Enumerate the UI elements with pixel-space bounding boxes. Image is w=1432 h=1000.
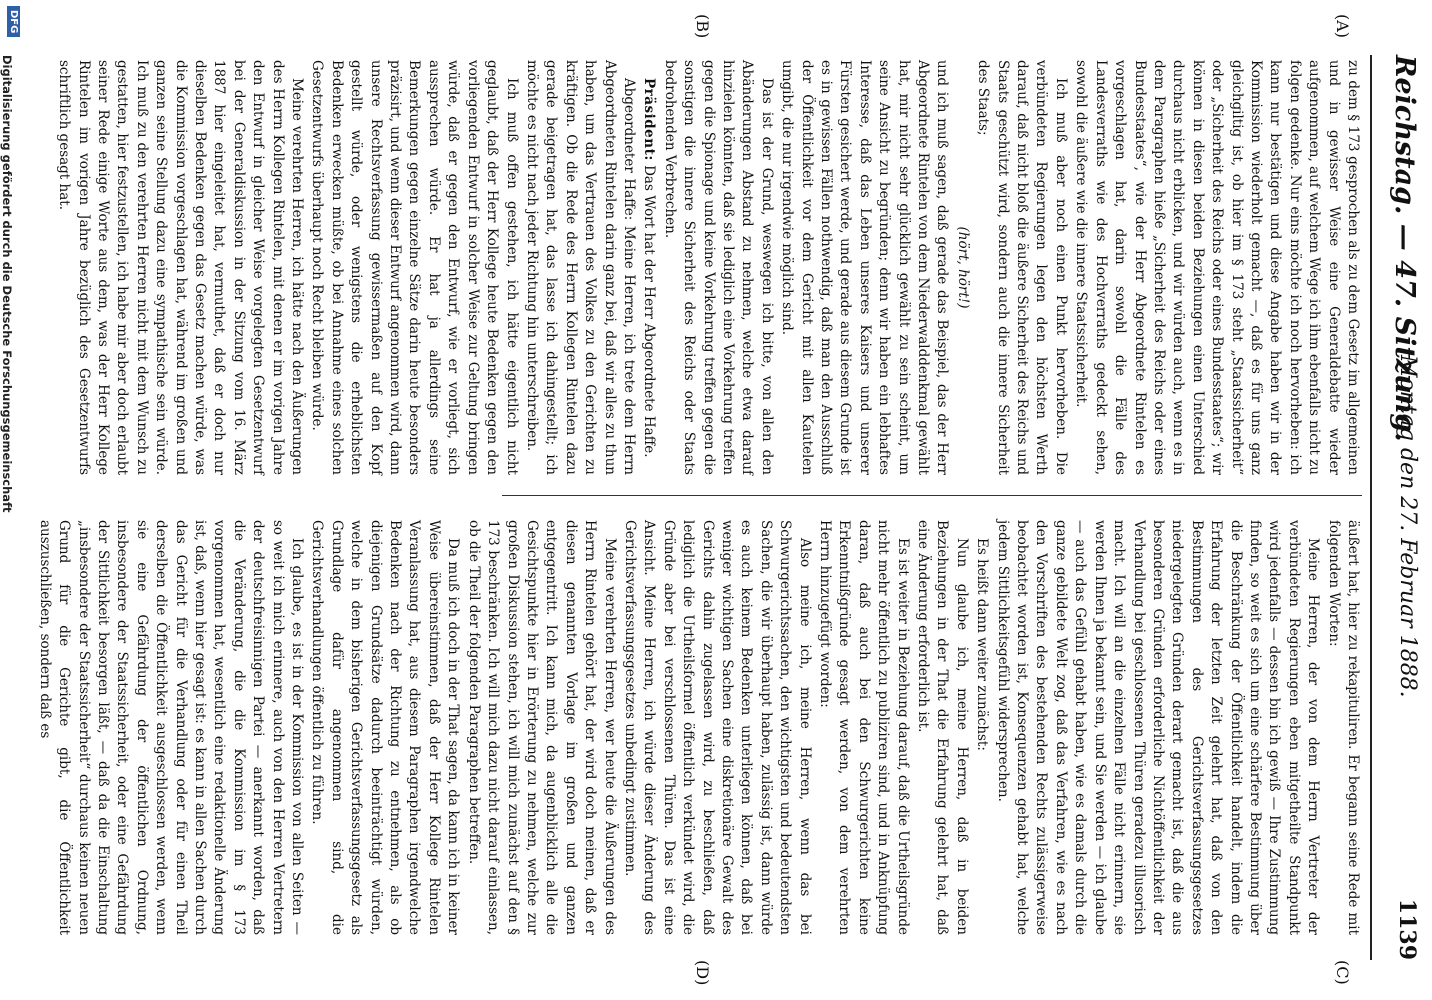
header-title: Reichstag. — 47. Sitzung. bbox=[1389, 55, 1420, 442]
paragraph: Ich glaube, es ist in der Kommission von allen Seiten — so weit ich mich erinnere, auch von den Herren Vertretern der deutschfreisinnigen Partei — anerkannt worden, daß die Veränderung, die die Kommission im § 173 vorgenommen hat, wesentlich eine redaktionelle Änderung ist, daß, wenn hier gesagt ist: es kann in allen Sachen durch das Gericht für die Verhandlung oder für einen Theil derselben die Öffentlichkeit ausgeschlossen werden, wenn sie eine Gefährdung der öffentlichen Ordnung, insbesondere der Staatssicherheit, oder eine Gefährdung der Sittlichkeit besorgen läßt, — daß da die Einschaltung „insbesondere der Staatssicherheit“ durchaus keinen neuen Grund für die Gerichte gibt, die Öffentlichkeit auszuschließen, sondern daß es bbox=[36, 520, 306, 935]
paragraph: Abgeordneter Haffe: Meine Herren, ich trete dem Herrn Abgeordneten Rintelen darin ganz bei, daß wir alles zu thun haben, um das Vertrauen des Volkes zu den Gerichten zu kräftigen. Ob die Rede des Herrn Kollegen Rintelen dazu gerade beigetragen hat, das lasse ich dahingestellt; ich möchte es nicht nach jeder Richtung hin unterschreiben. bbox=[523, 60, 637, 475]
left-column bbox=[56, 60, 1362, 475]
dfg-logo: DFG bbox=[7, 6, 20, 37]
paragraph: äußert hat, hier zu rekapituliren. Er begann seine Rede mit folgenden Worten: bbox=[1325, 520, 1361, 935]
president-line bbox=[639, 60, 658, 475]
margin-marker-a: (A) bbox=[1333, 14, 1352, 39]
president-label: Präsident: bbox=[641, 78, 658, 161]
column-divider bbox=[502, 495, 1362, 496]
paragraph: Ich muß offen gestehen, ich hätte eigentlich nicht geglaubt, daß der Herr Kollege heute Bedenken gegen den vorliegenden Entwurf in solcher Weise zur Geltung bringen würde, daß er gegen den Entwurf, wie er vorliegt, sich aussprechen würde. Er hat ja allerdings seine Bemerkungen gegen einzelne Sätze darin heute besonders präzisirt, und wenn dieser Entwurf angenommen wird, dann unsere Rechtsverfassung gewissermaßen auf den Kopf gestellt würde, oder wenigstens die erheblichsten Bedenken erwecken müßte, ob bei Annahme eines solchen Gesetzentwurfs überhaupt noch Recht bleiben würde. bbox=[309, 60, 520, 475]
paragraph: Meine verehrten Herren, ich hätte nach den Äußerungen des Herrn Kollegen Rintelen, mit denen er im vorigen Jahre den Entwurf in gleicher Weise vorgelegten Gesetzentwurf bei der Generaldiskussion in der Sitzung vom 16. März 1887 hier eingeleitet hat, vermuthet, daß er doch nur dieselben Bedenken gegen das Gesetz machen würde, was die Kommission vorgeschlagen hat, während im großen und ganzen seine Stellung dazu eine sympathische sein würde. Ich muß zu den verehrten Herren nicht mit dem Wunsch zu gestatten, hier festzustellen, ich habe mir aber doch erlaubt seiner Rede einige Worte aus dem, was der Herr Kollege Rintelen im vorigen Jahre bezüglich des Gesetzentwurfs schriftlich gesagt hat. bbox=[56, 60, 306, 475]
paragraph: Das ist der Grund, weswegen ich bitte, von allen den Abänderungen Abstand zu nehmen, welche etwa darauf hinzielen könnten, daß sie lediglich eine Vorkehrung treffen gegen die Spionage und keine Vorkehrung treffen gegen die sonstigen die innere Sicherheit des Reichs oder Staats bedrohenden Verbrechen. bbox=[661, 60, 775, 475]
paragraph: zu dem § 173 gesprochen als zu dem Gesetz im allgemeinen und in gewisser Weise eine Generaldebatte wieder aufgenommen, auf welchem Wege ich ihm ebenfalls nicht zu folgen gedenke. Nur eins möchte ich noch hervorheben: ich kann nur bestätigen und diese Angabe haben wir in der Kommission wiederholt gemacht —, daß es für uns ganz gleichgiltig ist, ob hier im § 173 steht „Staatssicherheit“ oder „Sicherheit des Reichs oder eines Bundesstaates“; wir können in diesen beiden Beziehungen einen Unterschied durchaus nicht erblicken, und wir würden auch, wenn es in dem Paragraphen hieße „Sicherheit des Reichs oder eines Bundesstaates“, wie der Herr Abgeordnete Rintelen es vorgeschlagen hat, darin sowohl die Fälle des Landesverraths wie des Hochverraths gedeckt sehen, sowohl die äußere wie die innere Staatssicherheit. bbox=[1073, 60, 1361, 475]
header-date: Montag den 27. Februar 1888. bbox=[1395, 355, 1420, 698]
paragraph: Es heißt dann weiter zunächst: bbox=[974, 538, 991, 751]
header-page-number: 1139 bbox=[1394, 898, 1420, 960]
page-header bbox=[1384, 55, 1424, 960]
paragraph: Da muß ich doch in der That sagen, da kann ich in keiner Weise übereinstimmen, daß der Herr Kollege Rintelen Veranlassung hat, aus diesem Paragraphen irgendwelche Bedenken nach der Richtung zu entnehmen, als ob diejenigen Grundsätze dadurch beeinträchtigt würden, welche in dem bisherigen Gerichtsverfassungsgesetz als Grundlage dafür angenommen sind, die Gerichtsverhandlungen öffentlich zu führen. bbox=[309, 520, 462, 935]
digitization-credit: Digitalisierung gefördert durch die Deutsche Forschungsgemeinschaft bbox=[0, 55, 14, 513]
margin-marker-c: (C) bbox=[1333, 960, 1352, 985]
paragraph: und ich muß sagen, daß gerade das Beispiel, das der Herr Abgeordnete Rintelen von dem Niederwalddenkmal gewählt hat, mir nicht sehr glücklich gewählt zu sein scheint, um seine Ansicht zu begründen; denn wir haben ein lebhaftes Interesse, daß das Leben unseres Kaisers und unserer Fürsten gesichert werde, und gerade aus diesem Grunde ist es in gewissen Fällen nothwendig, daß man den Ausschluß der Öffentlichkeit vor dem Gericht mit allen Kautelen umgibt, die nur irgendwie möglich sind. bbox=[779, 60, 951, 475]
margin-marker-b: (B) bbox=[693, 14, 712, 39]
right-column bbox=[36, 520, 1362, 935]
quote-paragraph: Nun glaube ich, meine Herren, daß in beiden Beziehungen in der That die Erfahrung gelehrt hat, daß eine Änderung erforderlich ist. bbox=[915, 520, 970, 935]
paragraph: Es ist weiter in Beziehung darauf, daß die Urtheilsgründe nicht mehr öffentlich zu publiziren sind, und in Anknüpfung daran, daß auch bei den Schwurgerichten keine Erkenntnißgründe gesagt werden, von dem verehrten Herrn hinzugefügt worden: bbox=[817, 520, 911, 935]
paragraph: Ich muß aber noch einen Punkt hervorheben. Die verbündeten Regierungen legen den höchsten Werth darauf, daß nicht bloß die äußere Sicherheit des Reichs und Staats geschützt wird, sondern auch die innere Sicherheit des Staats; bbox=[975, 60, 1069, 475]
quote-paragraph: Meine Herren, der von dem Herrn Vertreter der verbündeten Regierungen eben mitgetheilte Standpunkt wird jedenfalls — dessen bin ich gewiß — Ihre Zustimmung finden, so weit es sich um eine schärfere Bestimmung über die Beschränkung der Öffentlichkeit handelt, indem die Erfahrung der letzten Zeit gelehrt hat, daß von den Bestimmungen des Gerichtsverfassungsgesetzes niedergelegten Gründen derart gemacht ist, daß die aus besonderen Gründen erforderliche Nichtöffentlichkeit der Verhandlung bei geschlossenen Thüren geradezu illusorisch macht. Ich will an die einzelnen Fälle nicht erinnern, sie werden Ihnen ja bekannt sein, und Sie werden — ich glaube — auch das Gefühl gehabt haben, wie es damals durch die ganze gebildete Welt zog, daß das Verfahren, wie es nach den Vorschriften des bestehenden Rechts zulässigerweise beobachtet worden ist, Konsequenzen gehabt hat, welche jedem Sittlichkeitsgefühl widersprechen. bbox=[994, 520, 1322, 935]
margin-marker-d: (D) bbox=[693, 960, 712, 986]
president-text: Das Wort hat der Herr Abgeordnete Haffe. bbox=[641, 165, 658, 458]
quote-paragraph: Also meine ich, meine Herren, wenn das bei Schwurgerichtssachen, den wichtigsten und bedeutendsten Sachen, die wir überhaupt haben, zulässig ist, dann würde es auch keinem Bedenken unterliegen können, daß bei weniger wichtigen Sachen eine diskretionäre Gewalt des Gerichts dahin zugelassen wird, zu beschließen, daß lediglich die Urtheilsformel öffentlich verkündet wird, die Gründe aber bei verschlossenen Thüren. Das ist eine Ansicht. Meine Herren, ich würde dieser Änderung des Gerichtsverfassungsgesetzes unbedingt zustimmen. bbox=[621, 520, 813, 935]
interjection: (hört, hört!) bbox=[954, 226, 971, 309]
paragraph: Meine verehrten Herren, wer heute die Äußerungen des Herrn Rintelen gehört hat, der wird doch meinen, daß er diesen genannten Vorlage im großen und ganzen entgegentritt. Ich kann mich, da augenblicklich alle die Gesichtspunkte hier in Erörterung zu nehmen, welche zur großen Diskussion stehen, ich will mich zunächst auf den § 173 beschränken. Ich will mich dazu nicht darauf einlassen, ob die Theil der folgenden Paragraphen betreffen. bbox=[465, 520, 618, 935]
header-rule bbox=[1370, 55, 1372, 960]
